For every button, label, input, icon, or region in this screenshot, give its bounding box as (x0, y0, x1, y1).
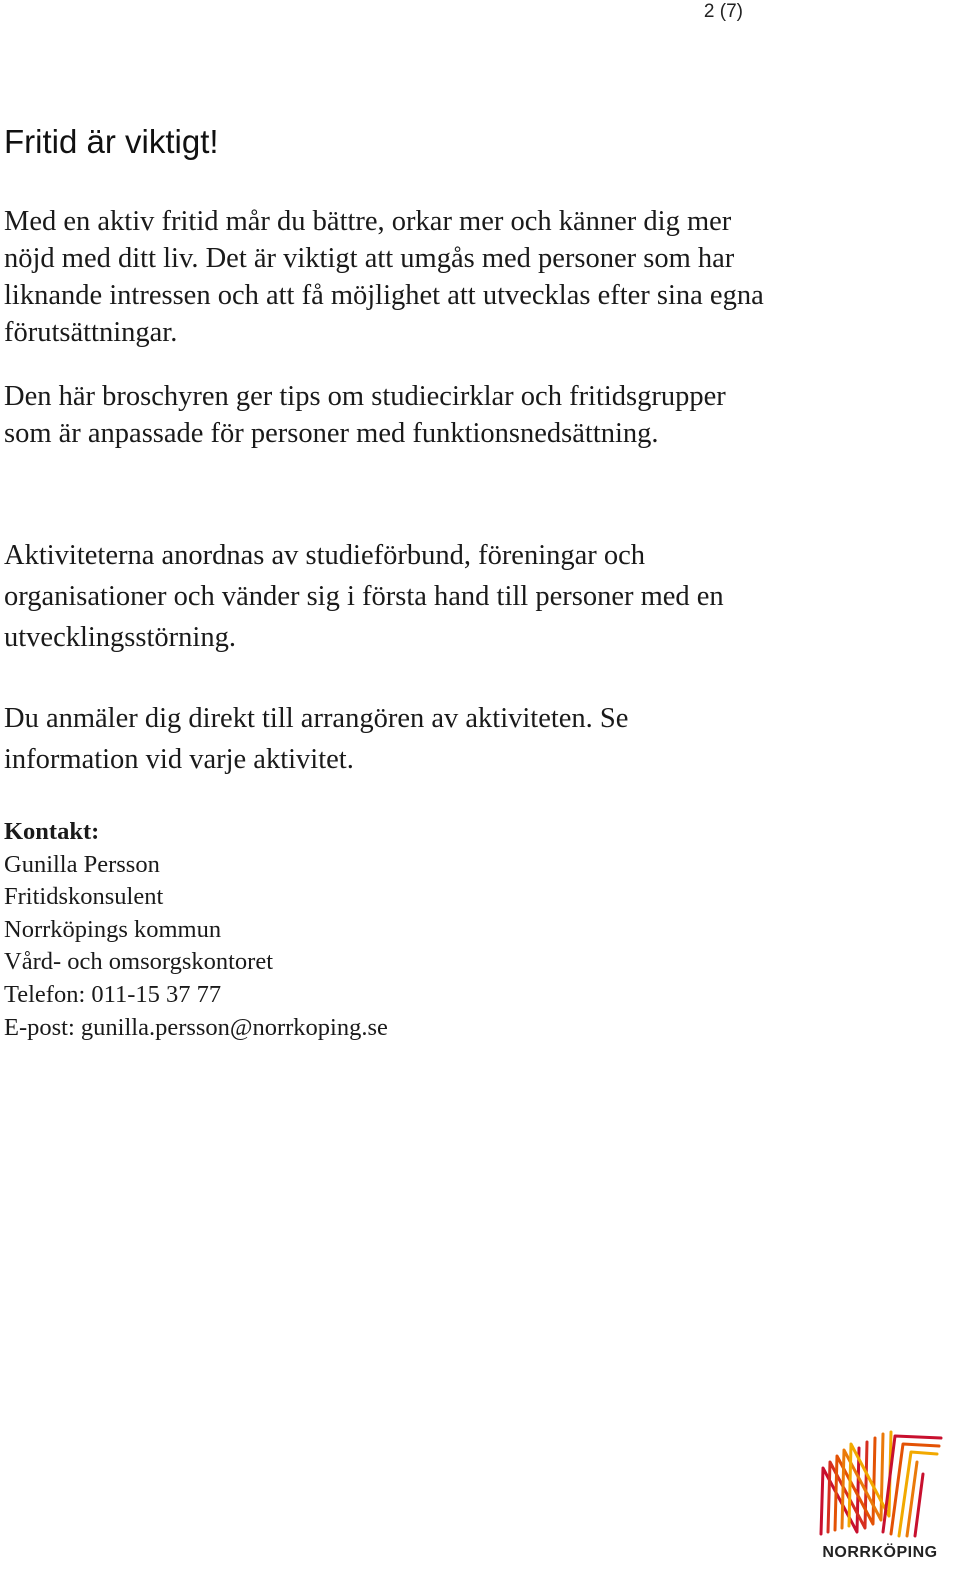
page-number: 2 (7) (703, 1, 743, 22)
intro-paragraph: Med en aktiv fritid mår du bättre, orkar mer och känner dig mer nöjd med ditt liv. Det är viktigt att umgås med personer som har liknande intressen och att få möjlighet att utvecklas efter sina egna förutsättningar. (4, 206, 764, 348)
contact-title: Kontakt: (4, 818, 100, 845)
contact-block (4, 816, 388, 1044)
contact-role: Fritidskonsulent (4, 883, 164, 911)
page-title: Fritid är viktigt! (4, 123, 219, 160)
contact-phone: Telefon: 011-15 37 77 (4, 980, 222, 1008)
contact-email[interactable]: E-post: gunilla.persson@norrkoping.se (4, 1013, 388, 1041)
norrkoping-logo-icon (813, 1428, 947, 1540)
organizers-paragraph: Aktiviteterna anordnas av studieförbund, föreningar och organisationer och vänder sig i första hand till personer med en utvecklingsstörning. (4, 540, 724, 653)
contact-name: Gunilla Persson (4, 850, 160, 878)
norrkoping-logo (805, 1428, 955, 1568)
brochure-paragraph: Den här broschyren ger tips om studiecirklar och fritidsgrupper som är anpassade för personer med funktionsnedsättning. (4, 381, 726, 449)
logo-wordmark: NORRKÖPING (822, 1544, 938, 1561)
contact-organization: Norrköpings kommun (4, 915, 222, 943)
contact-office: Vård- och omsorgskontoret (4, 948, 273, 976)
registration-paragraph: Du anmäler dig direkt till arrangören av aktiviteten. Se information vid varje aktivitet. (4, 703, 629, 775)
